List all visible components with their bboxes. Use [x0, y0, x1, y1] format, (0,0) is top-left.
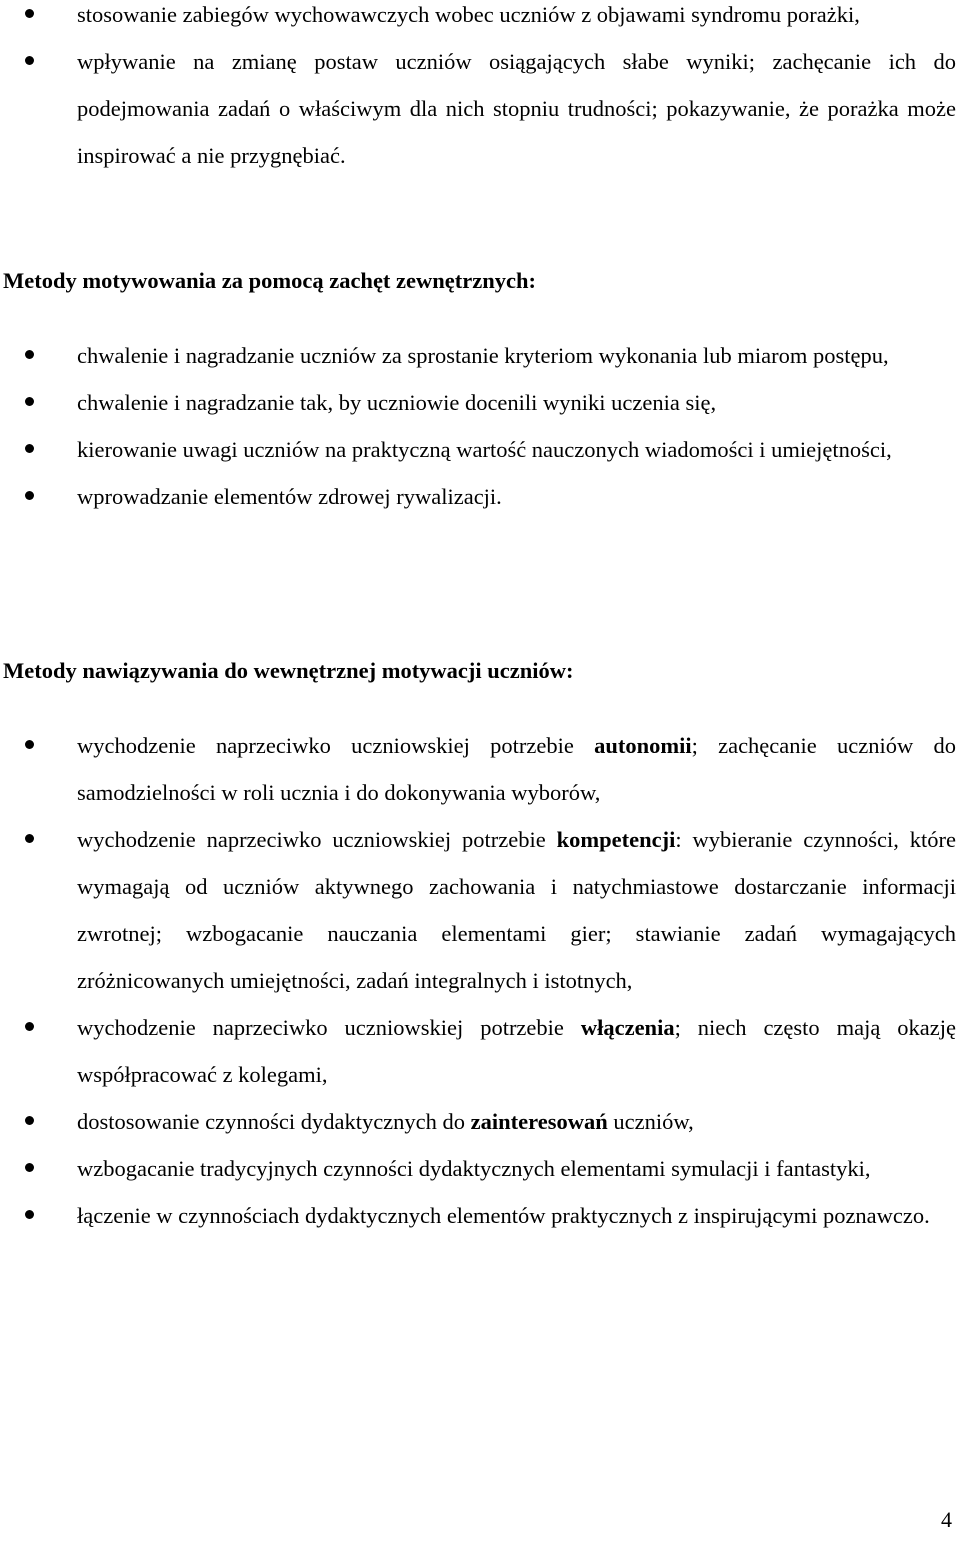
list-item [0, 816, 956, 1004]
list-item [0, 38, 956, 179]
list-item-text: wprowadzanie elementów zdrowej rywalizacji. [77, 484, 502, 509]
list-item-text-before: wychodzenie naprzeciwko uczniowskiej potrzebie [77, 1015, 581, 1040]
bullet-icon [25, 397, 34, 406]
list-item [0, 1192, 956, 1239]
list-item [0, 1004, 956, 1098]
list-item-text-before: wychodzenie naprzeciwko uczniowskiej potrzebie [77, 733, 595, 758]
bullet-icon [25, 444, 34, 453]
list-item [0, 1098, 956, 1145]
list-item-text-after: ; niech często mają okazję współpracować z kolegami, [77, 1015, 956, 1087]
list-item-text: chwalenie i nagradzanie tak, by uczniowie docenili wyniki uczenia się, [77, 390, 717, 415]
list-item [0, 0, 956, 38]
list-item [0, 379, 956, 426]
list-item-text-before: dostosowanie czynności dydaktycznych do [77, 1109, 471, 1134]
bullet-icon [25, 9, 34, 18]
syndrome-measures-list [0, 0, 956, 179]
bullet-icon [25, 56, 34, 65]
section-heading-external-incentives: Metody motywowania za pomocą zachęt zewnętrznych: [3, 268, 536, 293]
list-item-keyword: kompetencji [556, 827, 676, 852]
list-item [0, 332, 956, 379]
bullet-icon [25, 350, 34, 359]
list-item-text-after: ; zachęcanie uczniów do samodzielności w roli ucznia i do dokonywania wyborów, [77, 733, 956, 805]
list-item-text-before: wzbogacanie tradycyjnych czynności dydaktycznych elementami symulacji i fantastyki, [77, 1156, 871, 1181]
bullet-icon [25, 1210, 34, 1219]
section-heading-internal-motivation: Metody nawiązywania do wewnętrznej motywacji uczniów: [3, 658, 574, 683]
bullet-icon [25, 740, 34, 749]
bullet-icon [25, 834, 34, 843]
page-number: 4 [941, 1507, 952, 1532]
internal-motivation-list [0, 722, 956, 1239]
list-item [0, 473, 956, 520]
list-item [0, 1145, 956, 1192]
list-item-text-after: uczniów, [607, 1109, 694, 1134]
list-item-text-after: : wybieranie czynności, które wymagają od uczniów aktywnego zachowania i natychmiastowe dostarczanie informacji zwrotnej; wzbogacanie nauczania elementami gier; stawianie zadań wymagających zróżnicowanych umiejętności, zadań integralnych i istotnych, [77, 827, 957, 993]
list-item-text-before: łączenie w czynnościach dydaktycznych elementów praktycznych z inspirującymi poznawczo. [77, 1203, 930, 1228]
bullet-icon [25, 491, 34, 500]
external-incentives-list [0, 332, 956, 520]
bullet-icon [25, 1116, 34, 1125]
list-item-text: kierowanie uwagi uczniów na praktyczną wartość nauczonych wiadomości i umiejętności, [77, 437, 892, 462]
list-item-text: stosowanie zabiegów wychowawczych wobec uczniów z objawami syndromu porażki, [77, 2, 860, 27]
list-item-keyword: włączenia [580, 1015, 675, 1040]
list-item [0, 426, 956, 473]
bullet-icon [25, 1022, 34, 1031]
list-item-keyword: zainteresowań [470, 1109, 608, 1134]
bullet-icon [25, 1163, 34, 1172]
list-item-text: wpływanie na zmianę postaw uczniów osiągających słabe wyniki; zachęcanie ich do podejmowania zadań o właściwym dla nich stopniu trudności; pokazywanie, że porażka może inspirować a nie przygnębiać. [77, 49, 956, 168]
list-item-text: chwalenie i nagradzanie uczniów za sprostanie kryteriom wykonania lub miarom postępu, [77, 343, 889, 368]
list-item-keyword: autonomii [594, 733, 692, 758]
list-item-text-before: wychodzenie naprzeciwko uczniowskiej potrzebie [77, 827, 557, 852]
list-item [0, 722, 956, 816]
